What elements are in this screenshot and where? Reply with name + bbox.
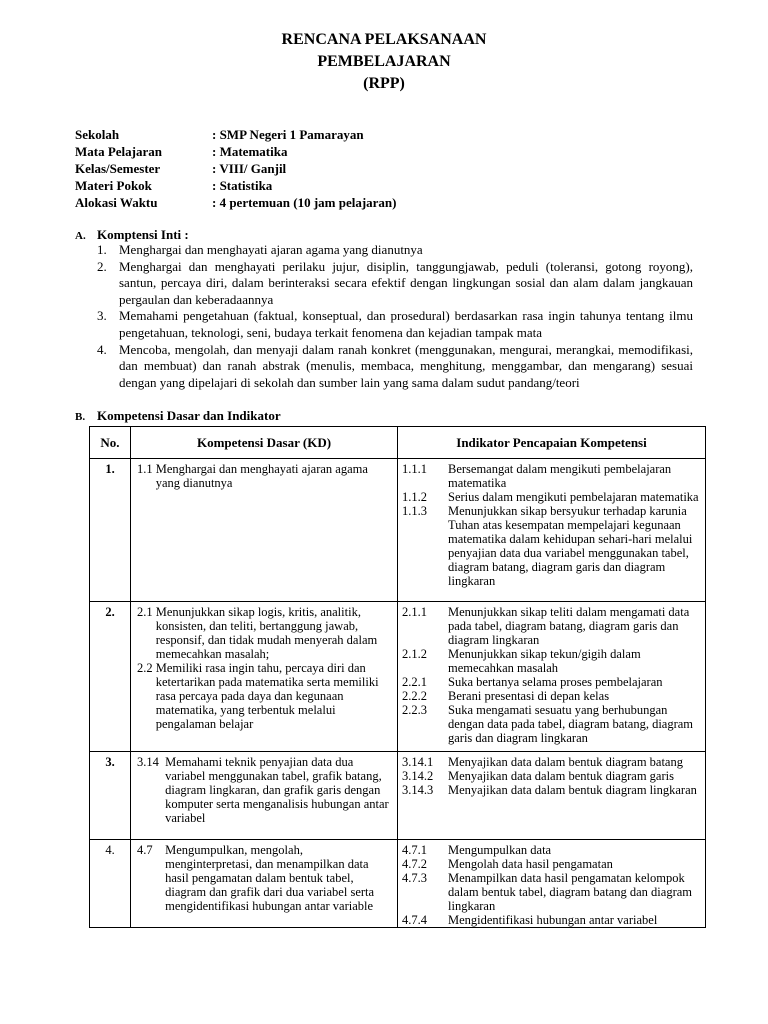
- indicator-text: Menunjukkan sikap teliti dalam mengamati data pada tabel, diagram batang, diagram garis dan diagram lingkaran: [448, 605, 690, 647]
- section-b-heading: [75, 408, 281, 425]
- kd-cell: [131, 602, 398, 752]
- kd-item: [137, 843, 391, 913]
- info-label: Mata Pelajaran: [75, 144, 163, 159]
- info-row: [75, 160, 397, 177]
- indicator-cell: [398, 459, 706, 602]
- indicator-code: 3.14.1: [402, 755, 434, 769]
- indicator-code: 3.14.3: [402, 783, 434, 797]
- list-text: Menghargai dan menghayati ajaran agama yang dianutnya: [119, 242, 423, 257]
- info-value: : VIII/ Ganjil: [212, 161, 287, 176]
- row-number: 1.: [90, 459, 131, 602]
- column-header-indicator: Indikator Pencapaian Kompetensi: [398, 427, 706, 459]
- kd-text: Memahami teknik penyajian data dua variabel menggunakan tabel, grafik batang, diagram lingkaran, dan grafik garis dengan komputer serta menganalisis hubungan antar variabel: [165, 755, 389, 825]
- document-title: [0, 29, 768, 95]
- list-text: Menghargai dan menghayati perilaku jujur, disiplin, tanggungjawab, peduli (toleransi, gotong royong), santun, percaya diri, dalam berinteraksi secara efektif dengan lingkungan sosial dan alam dalam jangkauan pergaulan dan keberadaannya: [119, 258, 693, 307]
- kd-item: [137, 661, 391, 731]
- indicator-text: Serius dalam mengikuti pembelajaran matematika: [448, 490, 699, 504]
- info-value: : Matematika: [212, 144, 288, 159]
- kd-code: 2.2: [137, 661, 156, 675]
- indicator-code: 4.7.4: [402, 913, 427, 927]
- info-row: [75, 177, 397, 194]
- table-row: [90, 602, 706, 752]
- kd-text: Memiliki rasa ingin tahu, percaya diri dan ketertarikan pada matematika serta memiliki rasa percaya pada daya dan kegunaan matematika, yang terbentuk melalui pengalaman belajar: [155, 661, 379, 731]
- info-label: Materi Pokok: [75, 178, 152, 193]
- kd-text: Menghargai dan menghayati ajaran agama yang dianutnya: [155, 462, 368, 490]
- info-row: [75, 143, 397, 160]
- indicator-text: Suka mengamati sesuatu yang berhubungan dengan data pada tabel, diagram batang, diagram garis dan diagram lingkaran: [448, 703, 694, 745]
- core-competency-list: [97, 242, 693, 391]
- row-number: 3.: [90, 752, 131, 840]
- indicator-text: Mengumpulkan data: [448, 843, 552, 857]
- info-value: : 4 pertemuan (10 jam pelajaran): [212, 195, 397, 210]
- info-row: [75, 126, 397, 143]
- indicator-cell: [398, 602, 706, 752]
- indicator-code: 2.2.1: [402, 675, 427, 689]
- column-header-no: No.: [90, 427, 131, 459]
- indicator-text: Menyajikan data dalam bentuk diagram garis: [448, 769, 674, 783]
- title-line-3: (RPP): [363, 75, 405, 92]
- indicator-text: Menampilkan data hasil pengamatan kelompok dalam bentuk tabel, diagram batang dan diagram lingkaran: [448, 871, 693, 913]
- kd-item: [137, 755, 391, 825]
- list-item: [97, 242, 693, 259]
- list-number: 1.: [97, 242, 107, 257]
- info-row: [75, 194, 397, 211]
- kd-cell: [131, 459, 398, 602]
- indicator-code: 2.1.1: [402, 605, 427, 619]
- indicator-code: 4.7.2: [402, 857, 427, 871]
- kd-text: Menunjukkan sikap logis, kritis, analitik, konsisten, dan teliti, bertanggung jawab, responsif, dan tidak mudah menyerah dalam memecahkan masalah;: [155, 605, 378, 661]
- list-number: 3.: [97, 308, 107, 324]
- kd-code: 3.14: [137, 755, 166, 769]
- indicator-text: Menunjukkan sikap bersyukur terhadap karunia Tuhan atas kesempatan mempelajari kegunaan matematika dalam kehidupan sehari-hari melalui penyajian data dua variabel menggunakan tabel, diagram batang, diagram garis dan diagram lingkaran: [448, 504, 693, 588]
- info-value: : SMP Negeri 1 Pamarayan: [212, 127, 364, 142]
- indicator-code: 1.1.2: [402, 490, 427, 504]
- info-label: Kelas/Semester: [75, 161, 161, 176]
- indicator-text: Mengidentifikasi hubungan antar variabel: [448, 913, 658, 927]
- indicator-item: [402, 871, 701, 913]
- indicator-item: [402, 913, 701, 927]
- kd-code: 4.7: [137, 843, 166, 857]
- indicator-text: Bersemangat dalam mengikuti pembelajaran matematika: [448, 462, 672, 490]
- info-value: : Statistika: [212, 178, 273, 193]
- indicator-text: Suka bertanya selama proses pembelajaran: [448, 675, 663, 689]
- indicator-code: 2.2.3: [402, 703, 427, 717]
- indicator-item: [402, 755, 701, 769]
- list-number: 2.: [97, 258, 107, 274]
- row-number: 4.: [90, 840, 131, 928]
- indicator-text: Berani presentasi di depan kelas: [448, 689, 610, 703]
- indicator-code: 4.7.1: [402, 843, 427, 857]
- indicator-code: 2.2.2: [402, 689, 427, 703]
- table-header-row: [90, 427, 706, 459]
- row-number: 2.: [90, 602, 131, 752]
- list-number: 4.: [97, 341, 107, 357]
- kd-code: 2.1: [137, 605, 156, 619]
- indicator-item: [402, 504, 701, 588]
- kd-cell: [131, 752, 398, 840]
- indicator-item: [402, 843, 701, 857]
- table-row: [90, 840, 706, 928]
- indicator-code: 2.1.2: [402, 647, 427, 661]
- indicator-item: [402, 769, 701, 783]
- table-row: [90, 752, 706, 840]
- indicator-text: Menunjukkan sikap tekun/gigih dalam memecahkan masalah: [448, 647, 641, 675]
- section-title: Komptensi Inti :: [97, 227, 189, 242]
- info-label: Sekolah: [75, 127, 120, 142]
- indicator-item: [402, 647, 701, 675]
- section-letter: B.: [75, 411, 86, 423]
- indicator-code: 1.1.1: [402, 462, 427, 476]
- table-row: [90, 459, 706, 602]
- info-label: Alokasi Waktu: [75, 195, 158, 210]
- list-item: [97, 342, 693, 392]
- kd-text: Mengumpulkan, mengolah, menginterpretasi, dan menampilkan data hasil pengamatan dalam bentuk tabel, diagram dan grafik dari dua variabel serta mengidentifikasi hubungan antar variable: [165, 843, 375, 913]
- list-text: Mencoba, mengolah, dan menyaji dalam ranah konkret (menggunakan, mengurai, merangkai, memodifikasi, dan membuat) dan ranah abstrak (menulis, membaca, menghitung, menggambar, dan mengarang) sesuai dengan yang dipelajari di sekolah dan sumber lain yang sama dalam sudut pandang/teori: [119, 341, 693, 390]
- indicator-item: [402, 675, 701, 689]
- list-item: [97, 259, 693, 309]
- info-block: [75, 126, 397, 211]
- indicator-item: [402, 605, 701, 647]
- indicator-item: [402, 783, 701, 797]
- kd-code: 1.1: [137, 462, 156, 476]
- competency-table: [89, 426, 706, 928]
- title-line-2: PEMBELAJARAN: [317, 53, 451, 70]
- title-line-1: RENCANA PELAKSANAAN: [281, 31, 487, 48]
- kd-cell: [131, 840, 398, 928]
- indicator-code: 4.7.3: [402, 871, 427, 885]
- section-title: Kompetensi Dasar dan Indikator: [97, 408, 281, 423]
- indicator-item: [402, 462, 701, 490]
- indicator-item: [402, 689, 701, 703]
- indicator-item: [402, 857, 701, 871]
- indicator-code: 1.1.3: [402, 504, 427, 518]
- section-letter: A.: [75, 230, 86, 242]
- indicator-item: [402, 703, 701, 745]
- indicator-cell: [398, 840, 706, 928]
- indicator-code: 3.14.2: [402, 769, 434, 783]
- indicator-text: Menyajikan data dalam bentuk diagram batang: [448, 755, 683, 769]
- list-text: Memahami pengetahuan (faktual, konseptual, dan prosedural) berdasarkan rasa ingin tahunya tentang ilmu pengetahuan, teknologi, seni, budaya terkait fenomena dan kejadian tampak mata: [119, 308, 693, 340]
- indicator-text: Menyajikan data dalam bentuk diagram lingkaran: [448, 783, 697, 797]
- indicator-item: [402, 490, 701, 504]
- kd-item: [137, 462, 391, 490]
- column-header-kd: Kompetensi Dasar (KD): [131, 427, 398, 459]
- list-item: [97, 308, 693, 341]
- indicator-cell: [398, 752, 706, 840]
- kd-item: [137, 605, 391, 661]
- indicator-text: Mengolah data hasil pengamatan: [448, 857, 613, 871]
